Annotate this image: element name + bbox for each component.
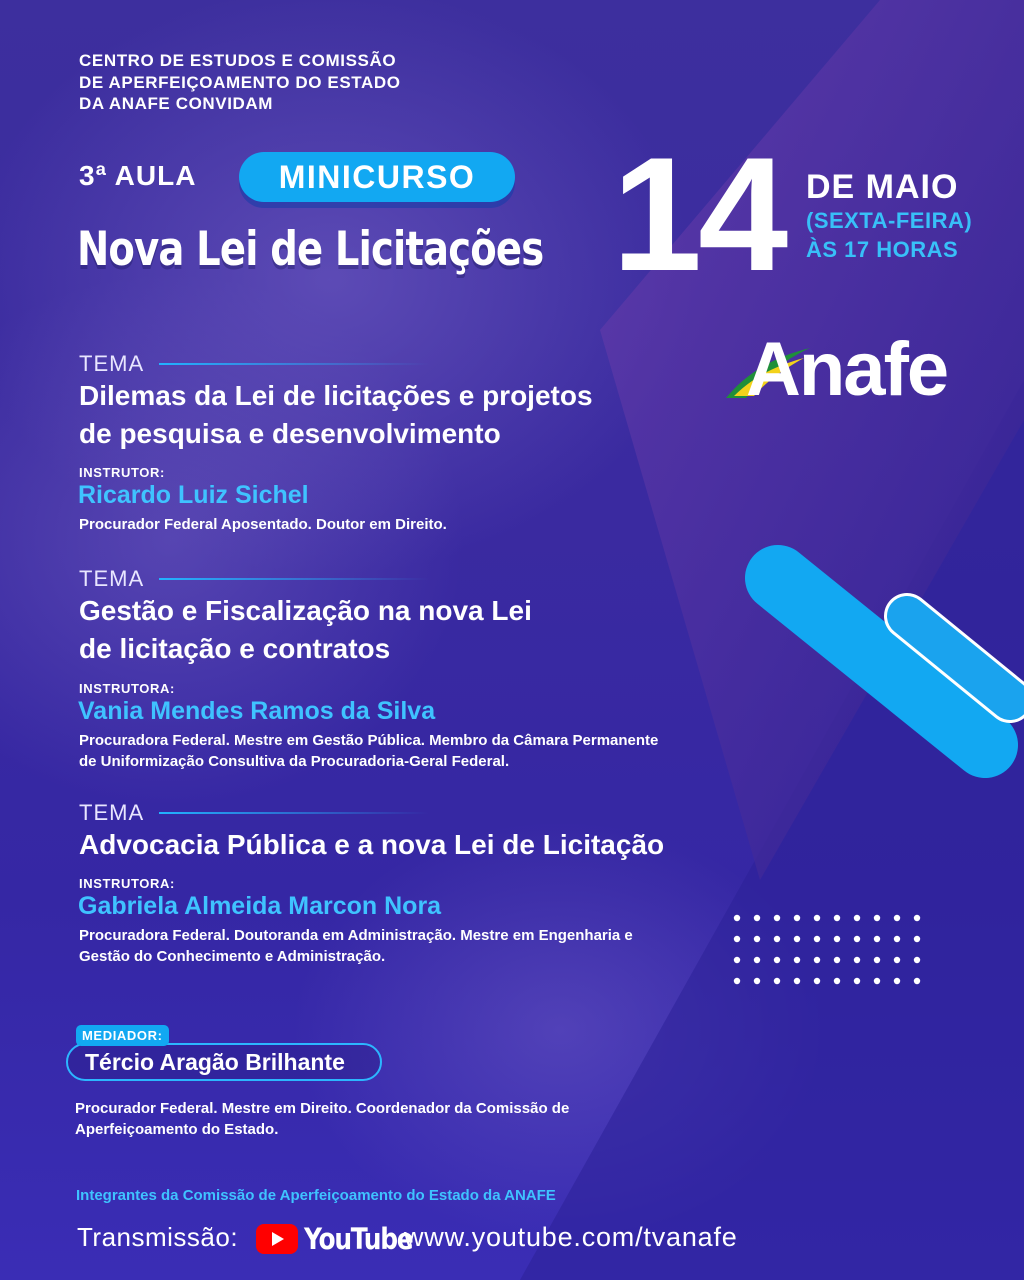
topic-title-line: Gestão e Fiscalização na nova Lei xyxy=(79,595,532,626)
organizers-block xyxy=(79,50,499,115)
instructor-bio xyxy=(79,731,739,772)
bio-line: Gestão do Conhecimento e Administração. xyxy=(79,947,386,965)
topic-title-line: de licitação e contratos xyxy=(79,633,391,664)
organizers-line: DE APERFEIÇOAMENTO DO ESTADO xyxy=(79,72,401,92)
bio-line: Procurador Federal. Mestre em Direito. Coordenador da Comissão de xyxy=(75,1100,570,1117)
youtube-wordmark: YouTube xyxy=(304,1222,413,1256)
instructor-role: INSTRUTOR: xyxy=(79,465,165,480)
bio-line: Procuradora Federal. Doutoranda em Administração. Mestre em Engenharia e xyxy=(79,927,633,944)
instructor-name: Vania Mendes Ramos da Silva xyxy=(78,697,436,725)
bio-line: Procuradora Federal. Mestre em Gestão Pública. Membro da Câmara Permanente xyxy=(79,732,659,749)
anafe-logo: Anafe xyxy=(746,327,948,412)
bio-line: Procurador Federal Aposentado. Doutor em Direito. xyxy=(79,516,447,533)
event-weekday: (SEXTA-FEIRA) xyxy=(806,208,973,233)
event-day: 14 xyxy=(612,124,785,305)
mediator-name: Tércio Aragão Brilhante xyxy=(66,1043,382,1081)
channel-url-link[interactable]: www.youtube.com/tvanafe xyxy=(404,1222,738,1252)
topic-title xyxy=(79,826,739,864)
topic-title-line: Advocacia Pública e a nova Lei de Licitação xyxy=(79,829,665,860)
course-title: Nova Lei de Licitações xyxy=(77,222,544,277)
bio-line: de Uniformização Consultiva da Procuradoria-Geral Federal. xyxy=(79,752,510,770)
instructor-name: Ricardo Luiz Sichel xyxy=(78,481,309,509)
mediator-bio xyxy=(75,1098,675,1140)
instructor-role: INSTRUTORA: xyxy=(79,876,175,891)
topic-title xyxy=(79,592,679,668)
minicurso-badge: MINICURSO xyxy=(239,152,515,202)
topic-label: TEMA xyxy=(79,800,145,825)
lesson-number: 3ª AULA xyxy=(79,160,197,191)
topic-divider xyxy=(159,812,429,814)
topic-label: TEMA xyxy=(79,351,145,376)
topic-title xyxy=(79,377,679,453)
topic-divider xyxy=(159,363,429,365)
topic-title-line: de pesquisa e desenvolvimento xyxy=(79,418,501,449)
youtube-play-icon xyxy=(256,1224,298,1254)
event-month: DE MAIO xyxy=(806,168,959,206)
instructor-bio xyxy=(79,515,739,536)
topic-divider xyxy=(159,578,429,580)
topic-label: TEMA xyxy=(79,566,145,591)
bio-line: Aperfeiçoamento do Estado. xyxy=(75,1121,279,1138)
topic-title-line: Dilemas da Lei de licitações e projetos xyxy=(79,380,593,411)
event-time: ÀS 17 HORAS xyxy=(806,237,959,262)
transmission-label: Transmissão: xyxy=(77,1222,239,1252)
commission-members-note: Integrantes da Comissão de Aperfeiçoamento do Estado da ANAFE xyxy=(76,1187,556,1204)
organizers-line: CENTRO DE ESTUDOS E COMISSÃO xyxy=(79,51,397,70)
instructor-name: Gabriela Almeida Marcon Nora xyxy=(78,892,442,920)
organizers-line: DA ANAFE CONVIDAM xyxy=(79,94,274,113)
instructor-role: INSTRUTORA: xyxy=(79,681,175,696)
mediator-role-tag: MEDIADOR: xyxy=(76,1025,169,1046)
instructor-bio xyxy=(79,926,739,967)
